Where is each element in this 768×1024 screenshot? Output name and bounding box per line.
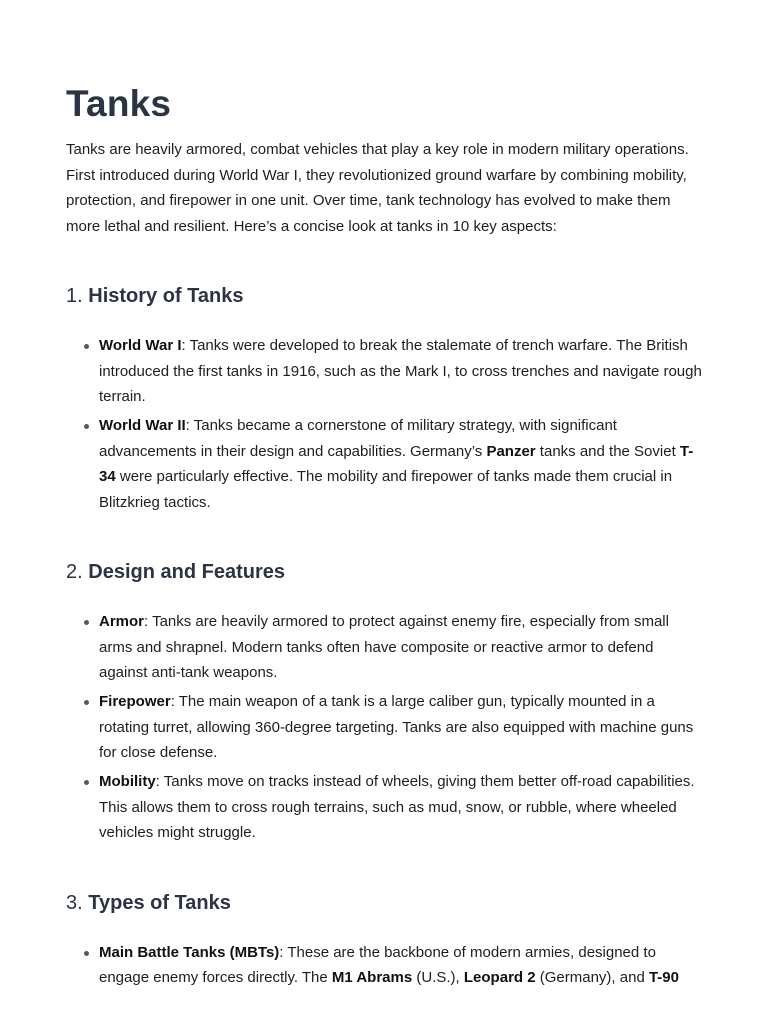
section-number: 3.: [66, 891, 83, 914]
bullet-dot-icon: [84, 424, 89, 429]
section-heading: [66, 559, 702, 585]
bold-term: Main Battle Tanks (MBTs): [99, 943, 280, 961]
bold-term: Panzer: [486, 442, 536, 460]
section-number: 1.: [66, 285, 83, 307]
bold-term: Leopard 2: [463, 969, 536, 986]
bold-term: Armor: [99, 613, 145, 630]
bullet-dot-icon: [84, 780, 89, 785]
item-text: (Germany), and: [535, 969, 649, 986]
list-item: [66, 769, 702, 846]
bold-term: T-34: [99, 442, 694, 485]
bold-term: World War II: [99, 417, 186, 434]
list-item: [66, 333, 702, 410]
bullet-list: [66, 609, 702, 846]
item-text: (U.S.),: [412, 969, 464, 986]
section: [66, 559, 702, 846]
item-text: : The main weapon of a tank is a large caliber gun, typically mounted in a rotating turret, allowing 360-degree targeting. Tanks are also equipped with machine guns for close defense.: [99, 693, 694, 761]
item-text: were particularly effective. The mobility and firepower of tanks made them crucial in Blitzkrieg tactics.: [99, 468, 673, 511]
item-text: : These are the backbone of modern armies, designed to engage enemy forces directly. The: [99, 943, 656, 986]
bold-term: M1 Abrams: [331, 969, 413, 986]
bullet-dot-icon: [84, 344, 89, 349]
item-text: : Tanks move on tracks instead of wheels, giving them better off-road capabilities. This allows them to cross rough terrains, such as mud, snow, or rubble, where wheeled vehicles might struggle.: [99, 773, 695, 841]
bullet-dot-icon: [84, 951, 89, 956]
section-number: 2.: [66, 561, 83, 583]
section: [66, 283, 702, 515]
bullet-list: [66, 940, 702, 991]
intro-paragraph: Tanks are heavily armored, combat vehicles that play a key role in modern military operations. First introduced during World War I, they revolutionized ground warfare by combining mobility, protection, and firepower in one unit. Over time, tank technology has evolved to make them more lethal and resilient. Here’s a concise look at tanks in 10 key aspects:: [66, 141, 689, 235]
bold-term: Firepower: [99, 693, 171, 710]
page-title: Tanks: [66, 83, 172, 124]
bullet-dot-icon: [84, 620, 89, 625]
list-item: [66, 413, 702, 515]
section-heading: [66, 283, 702, 309]
bold-term: T-90: [648, 969, 679, 986]
list-item: [66, 689, 702, 766]
section-heading: [66, 890, 702, 916]
item-text: : Tanks were developed to break the stalemate of trench warfare. The British introduced the first tanks in 1916, such as the Mark I, to cross trenches and navigate rough terrain.: [99, 337, 702, 405]
bold-term: World War I: [99, 337, 182, 354]
section-heading-text: Types of Tanks: [88, 891, 231, 914]
item-text: : Tanks are heavily armored to protect against enemy fire, especially from small arms and shrapnel. Modern tanks often have composite or reactive armor to defend against anti-tank weapons.: [99, 613, 669, 681]
section-heading-text: History of Tanks: [88, 285, 244, 307]
list-item: [66, 609, 702, 686]
bullet-list: [66, 333, 702, 515]
section: [66, 890, 702, 991]
item-text: : Tanks became a cornerstone of military strategy, with significant advancements in their design and capabilities. Germany’s: [99, 417, 617, 460]
section-heading-text: Design and Features: [88, 561, 285, 583]
bold-term: Mobility: [99, 773, 156, 790]
bullet-dot-icon: [84, 700, 89, 705]
item-text: tanks and the Soviet: [535, 442, 680, 460]
list-item: [66, 940, 702, 991]
sections-container: [66, 283, 702, 991]
